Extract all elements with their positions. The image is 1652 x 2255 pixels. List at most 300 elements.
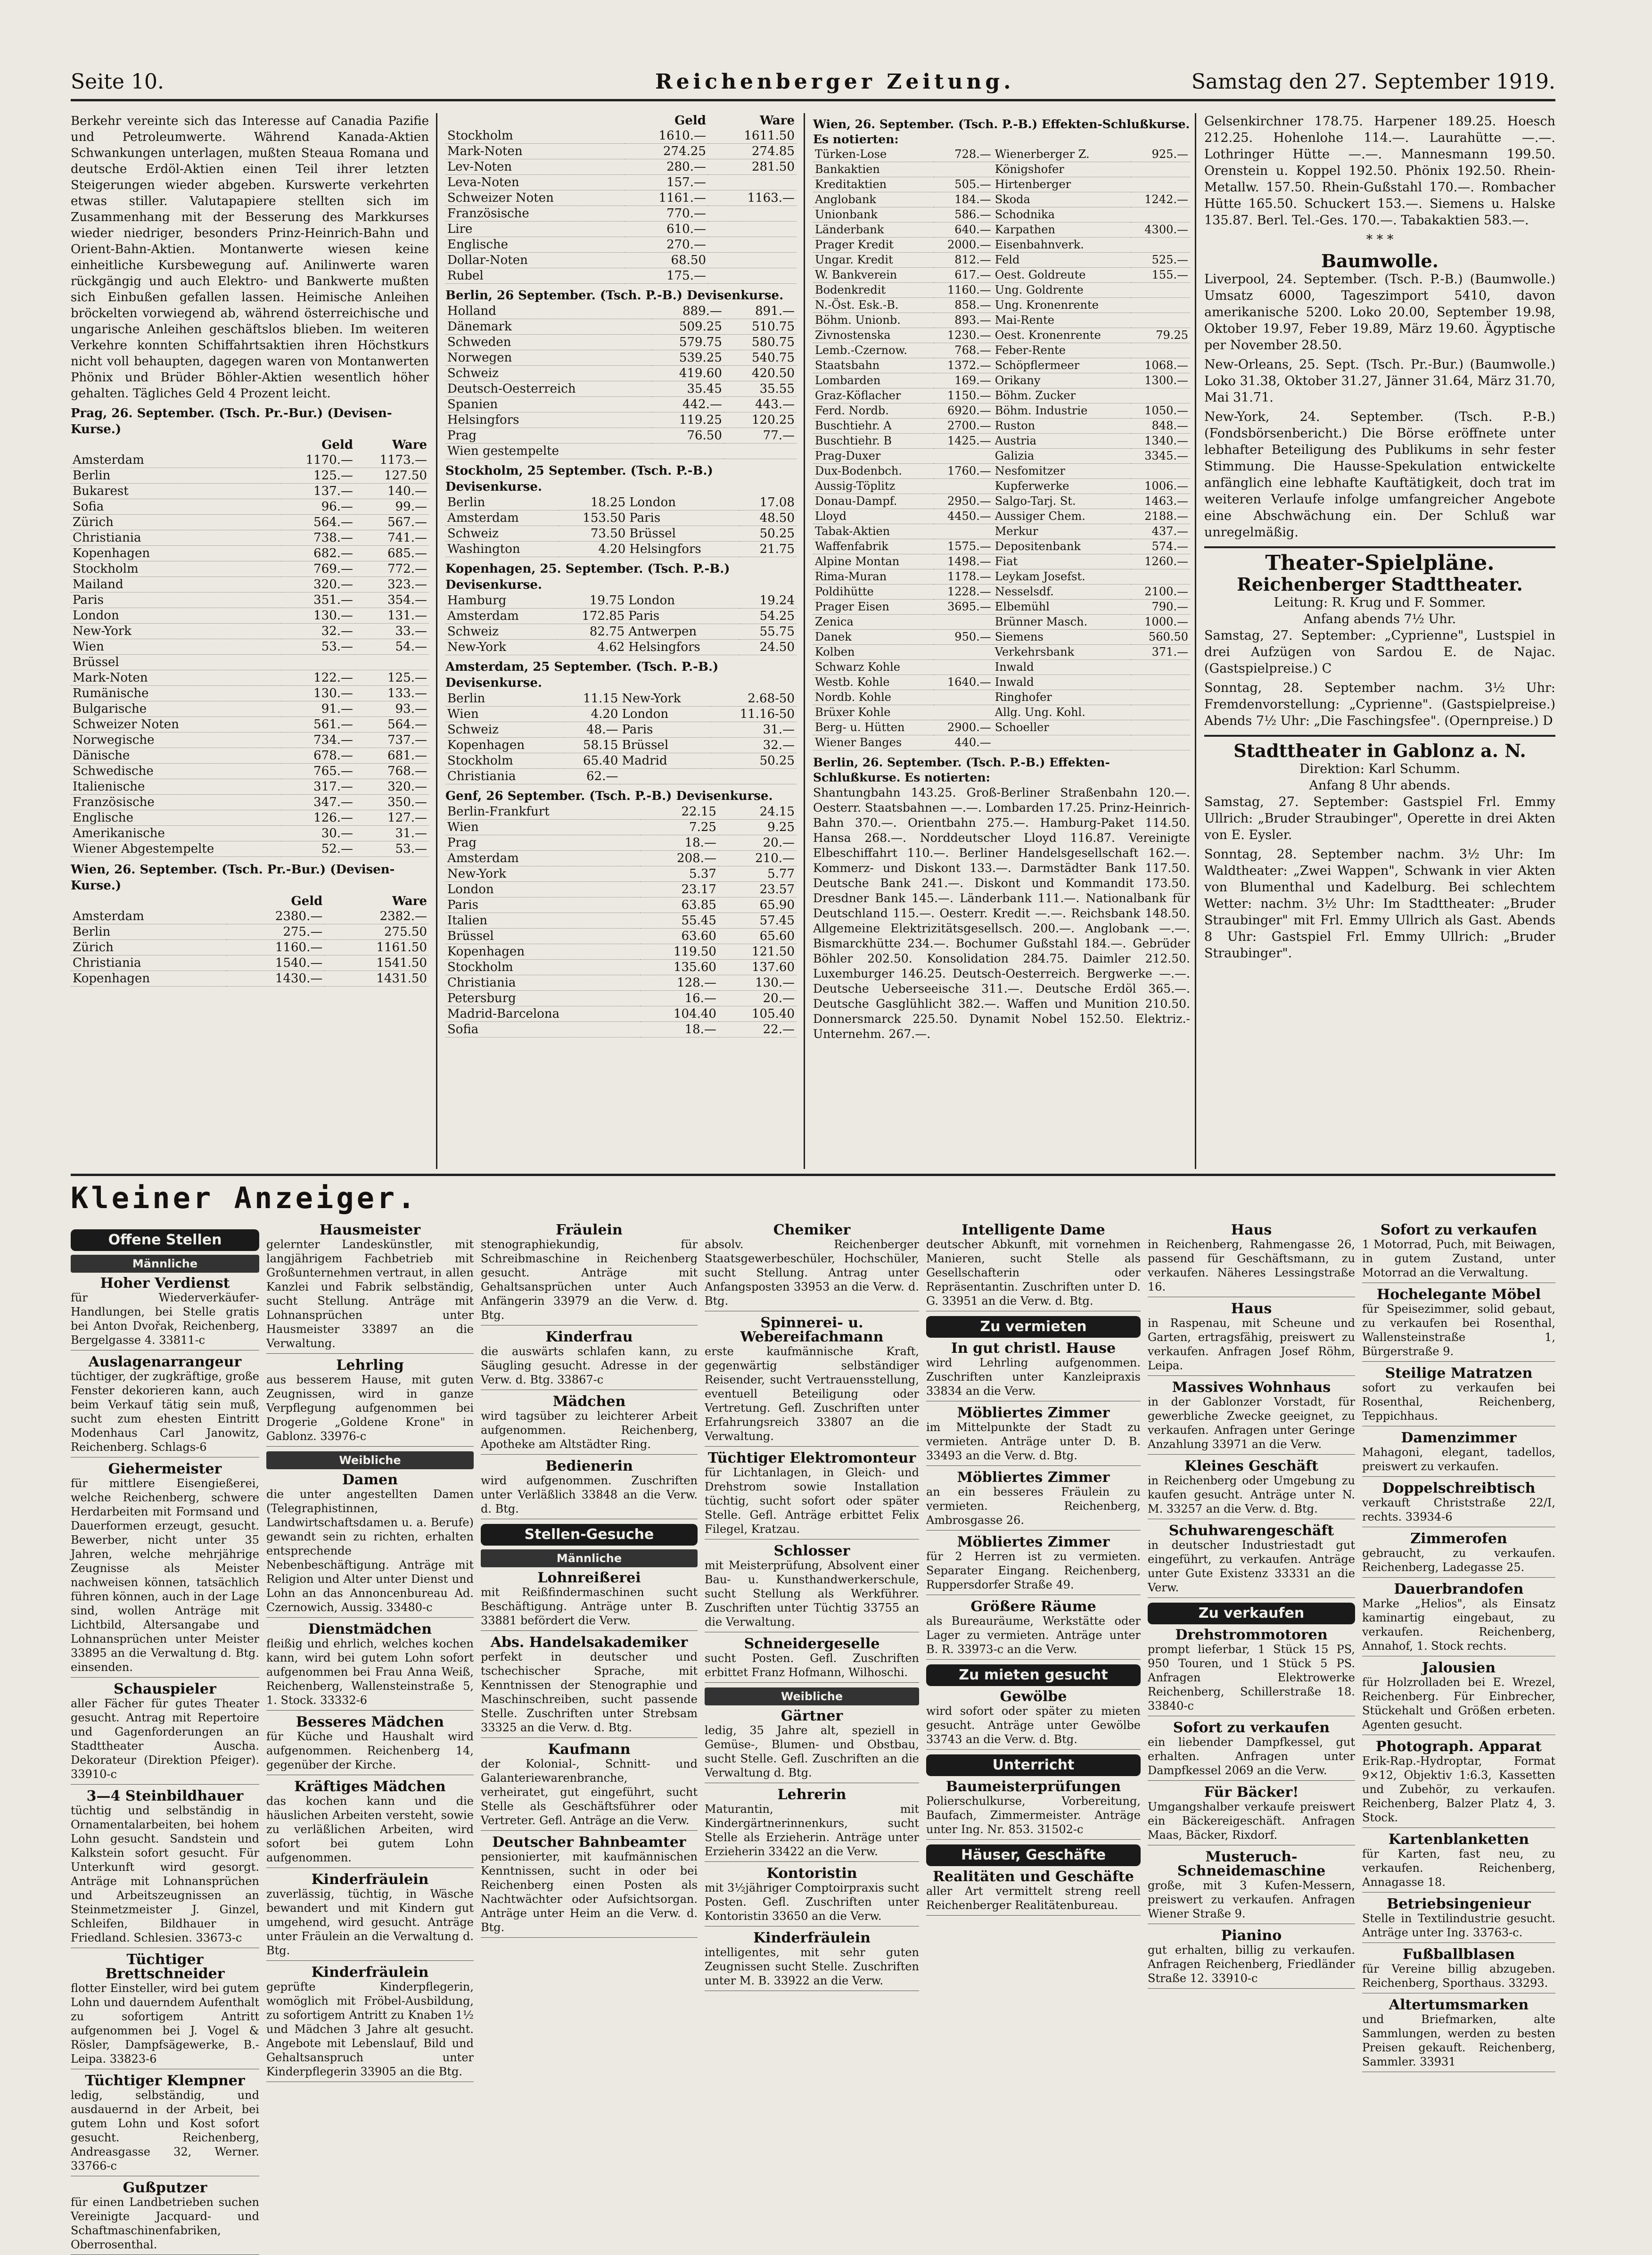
quote-value: 681.— — [387, 749, 427, 763]
ad-heading: Lohnreißerei — [537, 1570, 641, 1586]
quote-value — [934, 449, 993, 464]
quote-label: Ung. Goldrente — [994, 283, 1084, 296]
quote-label: Ringhofer — [994, 691, 1052, 704]
quote-value — [934, 479, 993, 494]
ad-heading: Realitäten und Geschäfte — [933, 1868, 1134, 1885]
quote-value: 509.25 — [679, 320, 722, 334]
quote-label: Fiat — [994, 555, 1018, 568]
classified-ad — [705, 1931, 919, 1991]
ad-text: gebraucht, zu verkaufen. Reichenberg, Ladegasse 25. — [1362, 1547, 1555, 1574]
quote-label: Brüssel — [447, 929, 494, 943]
ad-text: intelligentes, mit sehr guten Zeugnissen sucht Stelle. Zuschriften unter M. B. 33922 an die Verw. — [705, 1946, 919, 1987]
quote-label: Schweiz — [447, 527, 499, 541]
amsterdam-quote-row — [445, 707, 797, 722]
effekten-quote-row — [813, 343, 1190, 358]
quote-label: Mark-Noten — [73, 671, 148, 685]
classified-ad — [1362, 1740, 1555, 1828]
quote-value: 120.25 — [752, 413, 795, 427]
classified-ad — [926, 1870, 1141, 1916]
classified-ad — [705, 1223, 919, 1311]
prag-quote-row — [71, 484, 429, 499]
quote-label: Karpathen — [994, 223, 1055, 236]
genf-title: Genf, 26 September. (Tsch. P.-B.) Devisenkurse. — [445, 789, 773, 803]
quote-value: 1430.— — [275, 971, 323, 986]
ad-text: wird sofort oder später zu mieten gesucht. Anträge unter Gewölbe 33743 an die Verw. d. Btg. — [926, 1704, 1141, 1746]
quote-label: Bulgarische — [73, 702, 147, 716]
classified-ad — [705, 1316, 919, 1447]
quote-label: Tabak-Aktien — [815, 525, 890, 538]
quote-label: Amerikanische — [73, 826, 165, 840]
quote-value: 3345.— — [1144, 449, 1188, 462]
quote-label: Rubel — [447, 269, 484, 283]
quote-label: Aussig-Töplitz — [815, 479, 896, 493]
classified-ad — [705, 1788, 919, 1862]
quote-value: 105.40 — [752, 1007, 795, 1021]
col-head-ware: Ware — [759, 114, 795, 128]
ad-heading: Hausmeister — [319, 1222, 421, 1238]
ad-text: sucht Posten. Gefl. Zuschriften erbittet Franz Hofmann, Wilhoschi. — [705, 1652, 919, 1679]
classified-ad — [926, 1535, 1141, 1595]
effekten-quote-row — [813, 388, 1190, 403]
amsterdam-quote-row — [445, 769, 797, 784]
ad-text: in Reichenberg, Rahmengasse 26, passend für Geschäftsmann, zu verkaufen. Näheres Lessingstraße 16. — [1148, 1238, 1355, 1293]
ad-heading: Giehermeister — [108, 1461, 222, 1477]
kopenhagen-quote-row — [445, 593, 797, 609]
quote-label: Französische — [73, 795, 155, 809]
quote-value: 561.— — [313, 717, 353, 732]
prag-quotes-table — [71, 437, 429, 857]
genf-quote-row — [445, 851, 797, 866]
quote-value: 128.— — [677, 976, 716, 990]
classified-ad — [705, 1637, 919, 1683]
quote-label: Schwedische — [73, 764, 154, 778]
column-rule — [436, 113, 437, 1169]
quote-label: Schweizer Noten — [447, 191, 554, 205]
quote-value: 4.62 — [597, 640, 625, 654]
quote-value: 560.50 — [1149, 630, 1188, 643]
wien-quote-row — [445, 237, 797, 253]
ad-text: ledig, selbständig, und ausdauernd in der Arbeit, bei gutem Lohn und Kost sofort gesucht. Reichenberg, Andreasgasse 32, Werner. 33766-c — [71, 2089, 259, 2173]
quote-label: London — [447, 882, 494, 897]
quote-value: 35.55 — [759, 382, 795, 396]
genf-quote-row — [445, 1006, 797, 1022]
ad-text: für Holzrolladen bei E. Wrezel, Reichenberg. Für Einbrecher, Stückehalt und Größen erbeten. Agenten gesucht. — [1362, 1676, 1555, 1731]
classified-ad — [481, 1636, 698, 1738]
amsterdam-table — [445, 691, 797, 784]
classified-ad — [1148, 1524, 1355, 1598]
ad-heading: Sofort zu verkaufen — [1173, 1720, 1330, 1736]
quote-label: Lire — [447, 222, 473, 236]
effekten-quote-row — [813, 569, 1190, 584]
reichenberg-theater-start: Anfang abends 7½ Uhr. — [1303, 612, 1456, 626]
quote-value — [1131, 238, 1190, 253]
quote-value: 1300.— — [1144, 374, 1188, 387]
quote-value: 2100.— — [1144, 585, 1188, 598]
quote-value: 91.— — [321, 702, 353, 716]
prag-quote-row — [71, 624, 429, 639]
quote-label: Madrid-Barcelona — [447, 1007, 560, 1021]
quote-value: 53.— — [321, 640, 353, 654]
quote-value: 30.— — [321, 826, 353, 840]
ad-text: wird tagsüber zu leichterer Arbeit aufgenommen. Reichenberg, Apotheke am Altstädter Ring. — [481, 1409, 698, 1451]
quote-label: Dux-Bodenbch. — [815, 464, 902, 477]
quote-value: 1242.— — [1144, 193, 1188, 206]
kopenhagen-table — [445, 593, 797, 655]
quote-label: Schweden — [447, 335, 511, 349]
quote-value: 1611.50 — [744, 129, 795, 143]
effekten-quote-row — [813, 192, 1190, 207]
prag-quote-row — [71, 810, 429, 826]
ad-heading: Schneidergeselle — [744, 1636, 880, 1652]
classified-ad — [1148, 1302, 1355, 1376]
effekten-quote-row — [813, 268, 1190, 283]
quote-label: Berlin — [73, 469, 111, 483]
col-head-geld: Geld — [291, 894, 323, 908]
ad-heading: Abs. Handelsakademiker — [490, 1634, 688, 1651]
wien-quote-row — [445, 190, 797, 206]
quote-label: Norwegische — [73, 733, 155, 747]
quote-value — [1131, 207, 1190, 222]
gablonz-theater-start: Anfang 8 Uhr abends. — [1309, 778, 1451, 793]
quote-label: Feld — [994, 253, 1020, 266]
quote-value: 889.— — [682, 304, 722, 318]
quote-value: 20.— — [763, 836, 795, 850]
quote-value: 4.20 — [598, 542, 626, 556]
quote-value: 17.08 — [759, 495, 795, 510]
effekten-quote-row — [813, 509, 1190, 524]
quote-label: Prag-Duxer — [815, 449, 881, 462]
stockholm-quote-row — [445, 542, 797, 557]
quote-value: 2380.— — [275, 909, 323, 923]
quote-label: Hamburg — [447, 593, 507, 608]
quote-value: 55.75 — [759, 625, 795, 639]
quote-label: Englische — [73, 811, 134, 825]
quote-label: Unionbank — [815, 208, 878, 221]
genf-quote-row — [445, 897, 797, 913]
quote-label: Spanien — [447, 397, 498, 411]
quote-value: 1161.— — [658, 191, 706, 205]
quote-value: 73.50 — [590, 527, 626, 541]
quote-value: 22.15 — [681, 805, 716, 819]
quote-value — [1131, 705, 1190, 720]
prag-quote-row — [71, 655, 429, 670]
classified-ad — [1362, 1582, 1555, 1656]
quote-label: Schoeller — [994, 721, 1049, 734]
classified-ad — [481, 1835, 698, 1938]
ad-heading: Chemiker — [773, 1222, 851, 1238]
ad-text: Maturantin, mit Kindergärtnerinnenkurs, sucht Stelle als Erzieherin. Anträge unter Erzieherin 33422 an die Verw. — [705, 1802, 919, 1858]
quote-value: 130.— — [313, 686, 353, 700]
ad-text: deutscher Abkunft, mit vornehmen Manieren, sucht Stelle als Gesellschafterin oder Repräsentantin. Zuschriften unter D. G. 33951 an die Verw. d. Btg. — [926, 1238, 1141, 1308]
ads-column-2 — [266, 1223, 474, 2161]
quote-label: Mai-Rente — [994, 313, 1054, 327]
quote-value: 2000.— — [947, 238, 991, 251]
quote-value — [708, 175, 797, 190]
ad-heading: Doppelschreibtisch — [1382, 1480, 1536, 1497]
quote-value: 1372.— — [947, 359, 991, 372]
quote-label: W. Bankverein — [815, 268, 897, 281]
ad-heading: Möbliertes Zimmer — [957, 1405, 1110, 1421]
genf-quote-row — [445, 804, 797, 820]
quote-value — [724, 444, 797, 459]
ads-rule — [71, 1174, 1555, 1176]
quote-value: 317.— — [313, 780, 353, 794]
effekten-quote-row — [813, 403, 1190, 419]
quote-value: 24.15 — [759, 805, 795, 819]
prag-quote-row — [71, 515, 429, 530]
ad-heading: Lehrerin — [777, 1786, 847, 1803]
quote-label: Christiania — [447, 769, 516, 783]
quote-value: 320.— — [387, 780, 427, 794]
wien-quote-row — [71, 924, 429, 940]
quote-label: Nesfomitzer — [994, 464, 1065, 477]
quote-value: 63.60 — [681, 929, 716, 943]
quote-label: Madrid — [622, 754, 667, 768]
quote-label: Helsingfors — [447, 413, 519, 427]
effekten-quote-row — [813, 147, 1190, 162]
quote-value — [1131, 283, 1190, 298]
classified-ad — [926, 1223, 1141, 1311]
quote-value: 540.75 — [752, 351, 795, 365]
quote-value — [355, 655, 429, 670]
ad-text: in Raspenau, mit Scheune und Garten, ertragsfähig, preiswert zu verkaufen. Anfragen Josef Röhm, Leipa. — [1148, 1317, 1355, 1372]
new-orleans-report: New-Orleans, 25. Sept. (Tsch. Pr.-Bur.) (Baumwolle.) Loko 31.38, Oktober 31.27, Jänner 31.64, März 31.70, Mai 31.71. — [1204, 357, 1555, 405]
ad-heading: Kinderfräulein — [311, 1871, 429, 1888]
quote-label: Alpine Montan — [815, 555, 900, 568]
page-number: Seite 10. — [71, 70, 164, 94]
quote-value: 1425.— — [947, 434, 991, 447]
ad-text: für Lichtanlagen, in Gleich- und Drehstrom sowie Installation tüchtig, sucht sofort oder später Stelle. Gefl. Anträge erbittet Felix Filegel, Kratzau. — [705, 1466, 919, 1536]
gablonz-theater-direction: Direktion: Karl Schumm. — [1299, 762, 1460, 776]
quote-value — [1131, 388, 1190, 403]
genf-quote-row — [445, 960, 797, 975]
effekten-quote-row — [813, 600, 1190, 615]
prag-quote-row — [71, 841, 429, 857]
quote-label: Schweiz — [447, 723, 499, 737]
quote-value: 65.60 — [759, 929, 795, 943]
quote-label: Brüssel — [622, 738, 669, 752]
classified-ad — [705, 1709, 919, 1783]
quote-label: Eisenbahnverk. — [994, 238, 1084, 251]
ad-heading: Schauspieler — [114, 1681, 216, 1697]
quote-value: 24.50 — [759, 640, 795, 654]
ad-text: zuverlässig, tüchtig, in Wäsche bewandert und mit Kindern gut umgehend, wird gesucht. Anträge unter Fräulein an die Verwaltung d. Btg. — [266, 1887, 474, 1957]
quote-label: Siemens — [994, 630, 1044, 643]
quote-label: Länderbank — [815, 223, 884, 236]
ad-text: an ein besseres Fräulein zu vermieten. Reichenberg, Ambrosgasse 26. — [926, 1485, 1141, 1527]
berlin-quote-row — [445, 381, 797, 397]
prag-quote-row — [71, 453, 429, 468]
quote-value — [934, 645, 993, 660]
quote-value: 440.— — [954, 736, 991, 749]
quote-value: 2188.— — [1144, 510, 1188, 523]
classified-ad — [1362, 1661, 1555, 1735]
banner-haeuser: Häuser, Geschäfte — [926, 1844, 1141, 1866]
quote-value — [1131, 690, 1190, 705]
banner-zu-vermieten: Zu vermieten — [926, 1316, 1141, 1338]
quote-value: 617.— — [954, 268, 991, 281]
berlin-quote-row — [445, 397, 797, 412]
ad-text: perfekt in deutscher und tschechischer Sprache, mit Kenntnissen der Stenographie und Maschinschreiben, sucht passende Stelle. Zuschriften unter Strebsam 33325 an die Verw. d. Btg. — [481, 1650, 698, 1734]
quote-value: 580.75 — [752, 335, 795, 349]
quote-label: Zivnostenska — [815, 329, 891, 342]
quote-value: 734.— — [313, 733, 353, 747]
quote-label: Stockholm — [447, 960, 513, 974]
ads-column-3 — [481, 1223, 698, 2161]
effekten-quote-row — [813, 584, 1190, 600]
quote-label: Westb. Kohle — [815, 675, 890, 689]
classified-ad — [71, 1682, 259, 1785]
quote-value: 848.— — [1151, 419, 1188, 432]
quote-label: Böhm. Industrie — [994, 404, 1088, 417]
quote-label: Nordb. Kohle — [815, 691, 891, 704]
classified-ad — [71, 2074, 259, 2176]
quote-value: 21.75 — [759, 542, 795, 556]
quote-value — [934, 690, 993, 705]
classified-ad — [1362, 1897, 1555, 1943]
prag-quote-row — [71, 717, 429, 732]
berlin-quote-row — [445, 350, 797, 366]
classified-ad — [705, 1451, 919, 1539]
ad-text: in Reichenberg oder Umgebung zu kaufen gesucht. Anträge unter N. M. 33257 an die Verw. d. Btg. — [1148, 1474, 1355, 1515]
amsterdam-quote-row — [445, 691, 797, 707]
classified-ad — [481, 1459, 698, 1519]
quote-label: Kreditaktien — [815, 178, 887, 191]
ad-heading: In gut christl. Hause — [951, 1340, 1116, 1357]
quote-label: Leva-Noten — [447, 175, 519, 189]
berlin-quote-row — [445, 428, 797, 444]
genf-quote-row — [445, 929, 797, 944]
classified-ad — [481, 1571, 698, 1631]
quote-value: 1170.— — [305, 453, 353, 467]
ad-text: wird aufgenommen. Zuschriften unter Verläßlich 33848 an die Verw. d. Btg. — [481, 1474, 698, 1515]
quote-label: Rima-Muran — [815, 570, 887, 583]
quote-value: 18.— — [684, 836, 716, 850]
berlin-quote-row — [445, 304, 797, 319]
quote-label: Skoda — [994, 193, 1030, 206]
quote-value: 172.85 — [582, 609, 625, 623]
ad-text: aus besserem Hause, mit guten Zeugnissen, wird in ganze Verpflegung aufgenommen bei Drogerie „Goldene Krone" in Gablonz. 33976-c — [266, 1373, 474, 1443]
quote-value: 19.24 — [759, 593, 795, 608]
ad-heading: Massives Wohnhaus — [1172, 1379, 1331, 1396]
quote-label: Donau-Dampf. — [815, 494, 897, 508]
quote-label: Kopenhagen — [73, 971, 150, 986]
berlin-devisen-title: Berlin, 26 September. (Tsch. P.-B.) Devisenkurse. — [445, 288, 784, 303]
wien-effekten-table — [813, 147, 1190, 750]
quote-value: 1431.50 — [376, 971, 427, 986]
effekten-quote-row — [813, 494, 1190, 509]
quote-value: 127.50 — [384, 469, 427, 483]
quote-value: 119.50 — [673, 945, 716, 959]
quote-value: 1161.50 — [376, 940, 427, 955]
quote-value — [934, 705, 993, 720]
berlin-effekten-text: Shantungbahn 143.25. Groß-Berliner Straßenbahn 120.—. Oesterr. Staatsbahnen —.—. Lombarden 17.25. Prinz-Heinrich-Bahn 370.—. Orientbahn 275.—. Hamburg-Paket 114.50. Hansa 268.—. Norddeutscher Lloyd 116.87. Vereinigte Elbeschiffahrt 110.—. Berliner Handelsgesellschaft 162.—. Kommerz- und Diskont 133.—. Darmstädter Bank 117.50. Deutsche Bank 241.—. Diskont und Kommandit 173.50. Dresdner Bank 145.—. Länderbank 111.—. Nationalbank für Deutschland 115.—. Oesterr. Kredit —.—. Reichsbank 148.50. Allgemeine Elektrizitätsgesellsch. 200.—. Anglobank —.—. Bismarckhütte 234.—. Bochumer Gußstahl 184.—. Gebrüder Böhler 202.50. Konsolidation 284.75. Daimler 212.50. Luxemburger 146.25. Deutsch-Oesterreich. Bergwerke —.—. Deutsche Ueberseeische 311.—. Deutsche Erdöl 365.—. Deutsche Gasglühlicht 382.—. Waffen und Munition 210.50. Donnersmarck 225.50. Dynamit Nobel 152.50. Elektriz.-Unternehm. 267.—. — [813, 786, 1190, 1041]
ad-heading: Jalousien — [1422, 1660, 1496, 1676]
quote-value: 9.25 — [767, 820, 795, 834]
berlin-quote-row — [445, 335, 797, 350]
quote-value: 772.— — [387, 562, 427, 576]
ad-text: verkauft Christstraße 22/I, rechts. 33934-6 — [1362, 1496, 1555, 1523]
quote-label: Prager Eisen — [815, 600, 889, 613]
ad-heading: Kinderfräulein — [753, 1930, 871, 1946]
quote-value: 510.75 — [752, 320, 795, 334]
quote-value: 119.25 — [679, 413, 722, 427]
ad-heading: Zimmerofen — [1410, 1531, 1507, 1547]
quote-label: Lemb.-Czernow. — [815, 344, 907, 357]
ad-heading: Dauerbrandofen — [1394, 1581, 1524, 1597]
ads-column-5 — [926, 1223, 1141, 2161]
quote-value: 574.— — [1151, 540, 1188, 553]
quote-label: Washington — [447, 542, 520, 556]
quote-value: 1150.— — [947, 389, 991, 402]
quote-label: Antwerpen — [628, 625, 697, 639]
ad-text: für Küche und Haushalt wird aufgenommen. Reichenberg 14, gegenüber der Kirche. — [266, 1730, 474, 1771]
quote-label: Buschtiehr. B — [815, 434, 892, 447]
prag-quote-row — [71, 561, 429, 577]
genf-quote-row — [445, 975, 797, 991]
ad-text: prompt lieferbar, 1 Stück 15 PS, 950 Touren, und 1 Stück 5 PS. Anfragen Elektrowerke Reichenberg, Schillerstraße 18. 33840-c — [1148, 1643, 1355, 1712]
effekten-quote-row — [813, 298, 1190, 313]
effekten-quote-row — [813, 283, 1190, 298]
wien-effekten-title: Wien, 26. September. (Tsch. P.-B.) Effekten-Schlußkurse. Es notierten: — [813, 117, 1190, 146]
ad-text: Erik-Rap.-Hydroptar, Format 9×12, Objektiv 1:6.3, Kassetten und Zubehör, zu verkaufen. Reichenberg, Balzer Platz 4, 3. Stock. — [1362, 1754, 1555, 1824]
market-report-text: Berkehr vereinte sich das Interesse auf Canadia Pazifie und Petroleumwerte. Während Kanada-Aktien Schwankungen unterlagen, mußten Steaua Romana und deutsche Erdöl-Aktien einen Teil ihrer letzten Steigerungen wieder abgeben. Kurswerte verkehrten etwas stiller. Valutapapiere stellten sich im Zusammenhang mit der Besserung des Markkurses wieder niedriger, besonders Prinz-Heinrich-Bahn und Orient-Bahn-Aktien. Montanwerte wiesen keine einheitliche Kursbewegung auf. Anilinwerte waren rückgängig und auch Elektro- und Bankwerte mußten sich Einbußen gefallen lassen. Heimische Anleihen bröckelten vorwiegend ab, während österreichische und ungarische Anleihen geschäftslos blieben. Im weiteren Verkehre konnten Schiffahrtsaktien ihren Höchstkurs nicht voll behaupten, dagegen waren von Montanwerten Phönix und Brüder Böhler-Aktien wesentlich höher gehalten. Tägliches Geld 4 Prozent leicht. — [71, 114, 429, 401]
effekten-quote-row — [813, 207, 1190, 222]
kopenhagen-quote-row — [445, 624, 797, 640]
quote-value: 443.— — [755, 397, 795, 411]
column-2 — [445, 113, 797, 1169]
quote-label: Paris — [628, 609, 660, 623]
quote-value — [1131, 298, 1190, 313]
quote-value — [1131, 162, 1190, 177]
quote-label: Lombarden — [815, 374, 881, 387]
classified-ad — [71, 1355, 259, 1457]
quote-value: 2950.— — [947, 494, 991, 508]
quote-value: 564.— — [387, 717, 427, 732]
quote-value: 2382.— — [379, 909, 427, 923]
wien-quote-row — [445, 175, 797, 190]
quote-label: Schodnika — [994, 208, 1055, 221]
quote-value — [934, 660, 993, 675]
quote-label: Ung. Kronenrente — [994, 298, 1099, 312]
berlin-quote-row — [445, 444, 797, 459]
quote-value: 76.50 — [687, 428, 722, 443]
quote-value: 23.17 — [681, 882, 716, 897]
genf-quote-row — [445, 835, 797, 851]
prag-quote-row — [71, 593, 429, 608]
ad-heading: Schlosser — [773, 1543, 850, 1559]
quote-label: Christiania — [447, 976, 516, 990]
classified-ad — [1148, 1628, 1355, 1716]
quote-label: Prag — [447, 836, 477, 850]
ad-heading: Kinderfräulein — [311, 1964, 429, 1981]
quote-value: 11.16-50 — [740, 707, 795, 721]
quote-value: 567.— — [387, 515, 427, 529]
ad-heading: Bedienerin — [545, 1458, 633, 1474]
ad-heading: Sofort zu verkaufen — [1380, 1222, 1537, 1238]
classified-ad — [266, 1622, 474, 1711]
quote-value: 741.— — [387, 531, 427, 545]
prag-quote-row — [71, 701, 429, 717]
ad-text: gelernter Landeskünstler, mit langjährigem Fachbetrieb mit Großunternehmen vertraut, in allen Kanzlei und Fabrik selbständig, sucht Stellung. Anträge mit Lohnansprüchen unter Hausmeister 33897 an die Verwaltung. — [266, 1238, 474, 1350]
quote-label: London — [622, 707, 669, 721]
quote-label: Oest. Kronenrente — [994, 329, 1101, 342]
quote-label: Aussiger Chem. — [994, 510, 1085, 523]
quote-label: Berg- u. Hütten — [815, 721, 905, 734]
ad-heading: Dienstmädchen — [308, 1621, 432, 1638]
classified-ad — [266, 1715, 474, 1775]
wien-quotes-continued — [445, 113, 797, 284]
